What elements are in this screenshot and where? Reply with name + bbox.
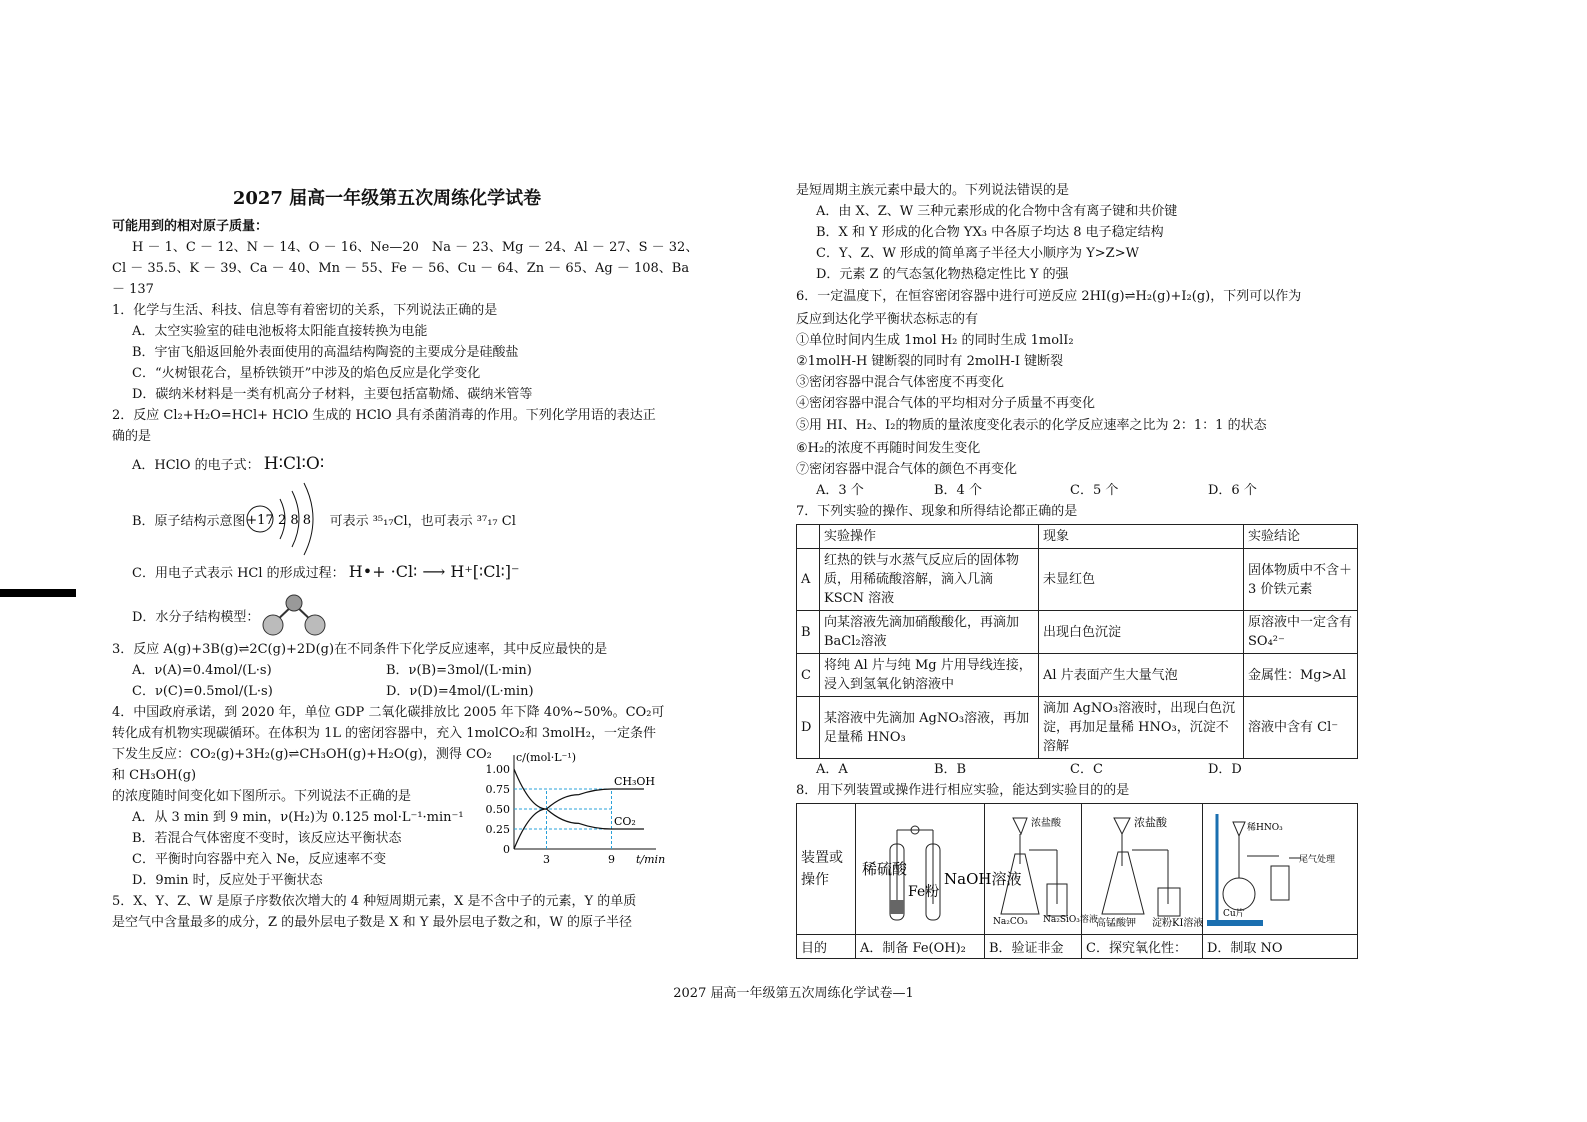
table-cell: 固体物质中不含＋3 价铁元素: [1244, 549, 1358, 611]
purpose-cell: D．制取 NO: [1203, 935, 1358, 959]
table-cell: 未显红色: [1039, 549, 1244, 611]
y-axis-label: c/(mol·L⁻¹): [516, 751, 577, 764]
apparatus-d-drawing: [1203, 804, 1343, 930]
q1-option: D．碳纳米材料是一类有机高分子材料，主要包括富勒烯、碳纳米管等: [132, 387, 533, 402]
q7-options-row: [796, 759, 1356, 780]
atomic-line: － 137: [112, 282, 154, 297]
q1-option: A．太空实验室的硅电池板将太阳能直接转换为电能: [132, 324, 428, 339]
table-row: [797, 697, 1358, 759]
q8-table: [796, 803, 1358, 959]
q1-stem: 1．化学与生活、科技、信息等有着密切的关系，下列说法正确的是: [112, 303, 498, 318]
q2-option-a: [112, 447, 662, 483]
label-dilute-acid: 稀硫酸: [862, 860, 908, 878]
q6-item: ②1molH-H 键断裂的同时有 2molH-I 键断裂: [796, 354, 1064, 369]
apparatus-c: [1082, 804, 1203, 935]
atom-structure-diagram: [246, 483, 326, 555]
purpose-cell: A．制备 Fe(OH)₂: [856, 935, 985, 959]
q4-stem: 和 CH₃OH(g): [112, 768, 197, 783]
table-header: [797, 525, 820, 549]
q7-table: [796, 524, 1358, 759]
table-cell: 出现白色沉淀: [1039, 611, 1244, 654]
shell-electrons: 2 8 8: [277, 513, 311, 528]
q2-option-a-text: A．HClO 的电子式：: [132, 458, 260, 473]
q2-option-d: [112, 591, 662, 639]
q6-option: D．6 个: [1208, 483, 1257, 498]
purpose-row: [797, 935, 1358, 959]
q6-option: B．4 个: [934, 483, 982, 498]
label-conc-hcl-c: 浓盐酸: [1134, 816, 1167, 829]
hcl-formation-formula: H•+ ·Cl∶ ⟶ H⁺[∶Cl∶]⁻: [348, 562, 520, 581]
label-cu: Cu片: [1223, 909, 1245, 919]
q4-option: B．若混合气体密度不变时，该反应达平衡状态: [132, 831, 402, 846]
q6-option: A．3 个: [816, 483, 864, 498]
q8-stem: 8．用下列装置或操作进行相应实验，能达到实验目的的是: [796, 783, 1130, 798]
apparatus-b-drawing: [985, 804, 1098, 930]
q4-stem: 的浓度随时间变化如下图所示。下列说法不正确的是: [112, 789, 412, 804]
purpose-cell: B．验证非金: [985, 935, 1082, 959]
series-label: CO₂: [614, 815, 636, 828]
q3-options-row: [112, 681, 662, 702]
q2-stem: 确的是: [112, 429, 152, 444]
margin-bar: [0, 589, 76, 597]
q4-stem: 4．中国政府承诺，到 2020 年，单位 GDP 二氧化碳排放比 2005 年下降 40%~50%。CO₂可: [112, 705, 665, 720]
label-na2co3: Na₂CO₃: [993, 917, 1028, 927]
q5-stem: 5．X、Y、Z、W 是原子序数依次增大的 4 种短周期元素，X 是不含中子的元素，Y 的单质: [112, 894, 637, 909]
table-header: 实验结论: [1244, 525, 1358, 549]
x-tick-label: 3: [543, 853, 550, 866]
y-tick-label: 0.50: [485, 803, 510, 816]
table-cell: 金属性：Mg>Al: [1244, 654, 1358, 697]
right-column: [796, 180, 1356, 959]
table-header: 实验操作: [820, 525, 1039, 549]
q2-option-b: [112, 483, 662, 555]
q2-option-c-text: C．用电子式表示 HCl 的形成过程：: [132, 566, 345, 581]
q6-item: ⑥H₂的浓度不再随时间发生变化: [796, 441, 981, 456]
label-na2sio3: Na₂SiO₃溶液: [1043, 915, 1098, 925]
y-tick-label: 0.25: [485, 823, 510, 836]
table-cell: 原溶液中一定含有 SO₄²⁻: [1244, 611, 1358, 654]
q5-cont: 是短周期主族元素中最大的。下列说法错误的是: [796, 183, 1070, 198]
q7-option: C．C: [1070, 762, 1103, 777]
q6-stem: 反应到达化学平衡状态标志的有: [796, 312, 979, 327]
q3-option: B．ν(B)=3mol/(L·min): [386, 663, 532, 678]
table-cell: Al 片表面产生大量气泡: [1039, 654, 1244, 697]
q4-option: C．平衡时向容器中充入 Ne，反应速率不变: [132, 852, 387, 867]
purpose-cell: C．探究氧化性：: [1082, 935, 1203, 959]
q6-item: ⑦密闭容器中混合气体的颜色不再变化: [796, 462, 1018, 477]
q3-stem: 3．反应 A(g)+3B(g)⇌2C(g)+2D(g)在不同条件下化学反应速率，其中反应最快的是: [112, 642, 608, 657]
concentration-chart: [474, 749, 664, 869]
q2-option-b-tail: 可表示 ³⁵₁₇Cl，也可表示 ³⁷₁₇ Cl: [329, 513, 516, 529]
left-column: [112, 180, 699, 933]
y-tick-label: 0.75: [485, 783, 510, 796]
q7-option: B．B: [934, 762, 967, 777]
q3-options-row: [112, 660, 662, 681]
apparatus-b: [985, 804, 1098, 935]
table-cell: B: [797, 611, 820, 654]
q6-item: ③密闭容器中混合气体密度不再变化: [796, 375, 1005, 390]
q4-stem: 转化成有机物实现碳循环。在体积为 1L 的密闭容器中，充入 1molCO₂和 3molH₂，一定条件: [112, 726, 656, 741]
water-molecule-model: [259, 592, 329, 638]
table-cell: D: [797, 697, 820, 759]
q2-option-d-text: D．水分子结构模型：: [132, 609, 260, 625]
table-cell: 红热的铁与水蒸气反应后的固体物质，用稀硫酸溶解，滴入几滴 KSCN 溶液: [820, 549, 1039, 611]
table-cell: 滴加 AgNO₃溶液时，出现白色沉淀，再加足量稀 HNO₃，沉淀不溶解: [1039, 697, 1244, 759]
apparatus-d: [1203, 804, 1358, 935]
y-tick-label: 1.00: [485, 763, 510, 776]
label-conc-hcl-b: 浓盐酸: [1031, 818, 1061, 829]
table-cell: 将纯 Al 片与纯 Mg 片用导线连接，浸入到氢氧化钠溶液中: [820, 654, 1039, 697]
series-label: CH₃OH: [614, 775, 656, 788]
q4-stem: 下发生反应：CO₂(g)+3H₂(g)⇌CH₃OH(g)+H₂O(g)，测得 CO₂: [112, 747, 492, 762]
label-starch-ki: 淀粉KI溶液: [1152, 918, 1204, 929]
atomic-heading: 可能用到的相对原子质量：: [112, 219, 269, 234]
q1-option: C．“火树银花合，星桥铁锁开”中涉及的焰色反应是化学变化: [132, 366, 481, 381]
q2-option-b-text: B．原子结构示意图: [132, 513, 246, 529]
q1-option: B．宇宙飞船返回舱外表面使用的高温结构陶瓷的主要成分是硅酸盐: [132, 345, 519, 360]
hclo-electron-formula: H∶Cl∶O∶: [263, 454, 325, 474]
q5-stem: 是空气中含量最多的成分，Z 的最外层电子数是 X 和 Y 最外层电子数之和，W 的原子半径: [112, 915, 633, 930]
page-title: 2027 届高一年级第五次周练化学试卷: [232, 188, 542, 209]
page-footer: 2027 届高一年级第五次周练化学试卷—1: [673, 986, 914, 1001]
q7-option: D．D: [1208, 762, 1242, 777]
x-axis-label: t/min: [636, 853, 666, 866]
q3-option: C．ν(C)=0.5mol/(L·s): [132, 684, 273, 699]
label-naoh: NaOH溶液: [944, 870, 1022, 888]
label-tail-gas: 尾气处理: [1299, 855, 1336, 865]
atomic-line: H － 1、C － 12、N － 14、O － 16、Ne—20 Na － 23、Mg － 24、Al － 27、S － 32、: [132, 240, 699, 255]
label-dilute-hno3: 稀HNO₃: [1247, 823, 1283, 833]
table-cell: A: [797, 549, 820, 611]
q6-item: ①单位时间内生成 1mol H₂ 的同时生成 1molI₂: [796, 333, 1074, 348]
q4-option: D．9min 时，反应处于平衡状态: [132, 873, 323, 888]
q7-stem: 7．下列实验的操作、现象和所得结论都正确的是: [796, 504, 1078, 519]
nucleus-label: +17: [245, 513, 274, 528]
label-fe-powder: Fe粉: [908, 884, 940, 900]
q3-option: D．ν(D)=4mol/(L·min): [386, 684, 534, 699]
q6-stem: 6．一定温度下，在恒容密闭容器中进行可逆反应 2HI(g)⇌H₂(g)+I₂(g)，下列可以作为: [796, 289, 1302, 304]
table-row: [797, 549, 1358, 611]
q2-stem: 2．反应 Cl₂+H₂O=HCl+ HClO 生成的 HClO 具有杀菌消毒的作用。下列化学用语的表达正: [112, 408, 656, 423]
q6-options-row: [796, 480, 1356, 501]
q5-option: A．由 X、Z、W 三种元素形成的化合物中含有离子键和共价键: [816, 204, 1178, 219]
row-label: 装置或操作: [797, 804, 856, 935]
atomic-line: Cl － 35.5、K － 39、Ca － 40、Mn － 55、Fe － 56、Cu － 64、Zn － 65、Ag － 108、Ba: [112, 261, 690, 276]
q3-option: A．ν(A)=0.4mol/(L·s): [132, 663, 272, 678]
q6-option: C．5 个: [1070, 483, 1119, 498]
table-header-row: [797, 525, 1358, 549]
table-cell: 某溶液中先滴加 AgNO₃溶液，再加足量稀 HNO₃: [820, 697, 1039, 759]
q2-option-c: [112, 555, 662, 591]
table-cell: C: [797, 654, 820, 697]
q4-option: A．从 3 min 到 9 min，ν(H₂)为 0.125 mol·L⁻¹·min⁻¹: [132, 810, 464, 825]
q6-item: ④密闭容器中混合气体的平均相对分子质量不再变化: [796, 396, 1096, 411]
q6-item: ⑤用 HI、H₂、I₂的物质的量浓度变化表示的化学反应速率之比为 2：1：1 的状态: [796, 418, 1267, 433]
y-tick-label: 0: [503, 843, 510, 856]
apparatus-c-drawing: [1082, 804, 1202, 930]
table-row: [797, 654, 1358, 697]
table-cell: 溶液中含有 Cl⁻: [1244, 697, 1358, 759]
q7-option: A．A: [816, 762, 848, 777]
apparatus-row: [797, 804, 1358, 935]
q5-option: D．元素 Z 的气态氢化物热稳定性比 Y 的强: [816, 267, 1069, 282]
q5-option: B．X 和 Y 形成的化合物 YX₃ 中各原子均达 8 电子稳定结构: [816, 225, 1164, 240]
table-row: [797, 611, 1358, 654]
table-cell: 向某溶液先滴加硝酸酸化，再滴加 BaCl₂溶液: [820, 611, 1039, 654]
q5-option: C．Y、Z、W 形成的简单离子半径大小顺序为 Y>Z>W: [816, 246, 1139, 261]
table-header: 现象: [1039, 525, 1244, 549]
x-tick-label: 9: [608, 853, 615, 866]
label-kmno4: 高锰酸钾: [1096, 918, 1136, 929]
row-label: 目的: [797, 935, 856, 959]
